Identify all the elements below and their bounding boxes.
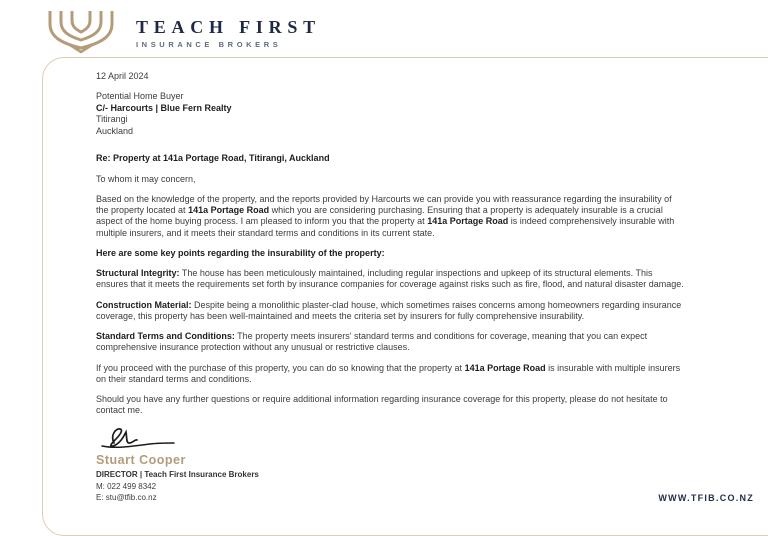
recipient-address — [96, 91, 686, 137]
key-point-text: Despite being a monolithic plaster-clad house, which sometimes raises concerns among homeowners regarding insurance coverage, this property has been well-maintained and meets the criteria set by insurers for fully comprehensive insurability. — [96, 299, 682, 321]
key-point-text: The property meets insurers' standard terms and conditions for coverage, meaning that you can expect comprehensive insurance protection without any unusual or restrictive clauses. — [96, 331, 648, 353]
proceed-paragraph — [96, 363, 686, 386]
salutation: To whom it may concern, — [96, 173, 196, 184]
signature-image — [100, 426, 178, 452]
signatory-role: DIRECTOR | Teach First Insurance Brokers — [96, 470, 259, 480]
key-point-structural — [96, 268, 686, 291]
recipient-line: Titirangi — [96, 114, 128, 125]
key-point-label: Construction Material: — [96, 299, 192, 310]
text-segment-bold: 141a Portage Road — [427, 216, 509, 227]
brand-name: TEACH FIRST — [136, 17, 321, 37]
recipient-line: Auckland — [96, 125, 134, 136]
intro-paragraph — [96, 194, 686, 239]
key-point-label: Structural Integrity: — [96, 268, 180, 279]
brand-text — [136, 13, 321, 49]
text-segment-bold: 141a Portage Road — [188, 205, 270, 216]
key-point-label: Standard Terms and Conditions: — [96, 331, 235, 342]
text-segment: which you are considering purchasing. Ensuring that a property is adequately insurable is a crucial aspect of the home buying process. I am pleased to inform you that the property at — [96, 205, 663, 227]
signatory-name: Stuart Cooper — [96, 452, 186, 467]
signatory-mobile: M: 022 499 8342 — [96, 482, 157, 492]
shield-crest-icon — [40, 8, 122, 54]
text-segment: If you proceed with the purchase of this property, you can do so knowing that the property at — [96, 362, 465, 373]
signatory-email: E: stu@tfib.co.nz — [96, 492, 157, 502]
key-point-construction — [96, 300, 686, 323]
letter-date: 12 April 2024 — [96, 71, 149, 81]
text-segment-bold: 141a Portage Road — [464, 362, 546, 373]
key-point-terms — [96, 331, 686, 354]
text-segment: is insurable with multiple insurers on their standard terms and conditions. — [96, 362, 681, 384]
key-points-heading: Here are some key points regarding the insurability of the property: — [96, 247, 385, 258]
key-point-text: The house has been meticulously maintained, including regular inspections and upkeep of its structural elements. This ensures that it meets the requirements set forth by insurance companies for coverage against risks such as fire, flood, and natural disaster damage. — [96, 268, 684, 290]
signature-block — [96, 426, 686, 504]
text-segment: Based on the knowledge of the property, and the reports provided by Harcourts we can provide you with reassurance regarding the insurability of the property located at — [96, 193, 672, 216]
brand-header — [40, 8, 321, 54]
letter-content — [96, 71, 686, 504]
footer-website: WWW.TFIB.CO.NZ — [658, 493, 754, 503]
letter-card — [42, 57, 768, 536]
recipient-line: Potential Home Buyer — [96, 91, 184, 102]
subject-line: Re: Property at 141a Portage Road, Titirangi, Auckland — [96, 153, 330, 164]
recipient-line: C/- Harcourts | Blue Fern Realty — [96, 102, 232, 113]
text-segment: is indeed comprehensively insurable with multiple insurers, and it meets their standard terms and conditions in its current state. — [96, 216, 675, 238]
brand-tagline: INSURANCE BROKERS — [136, 40, 282, 49]
closing-paragraph: Should you have any further questions or require additional information regarding insurance coverage for this property, please do not hesitate to contact me. — [96, 394, 668, 416]
